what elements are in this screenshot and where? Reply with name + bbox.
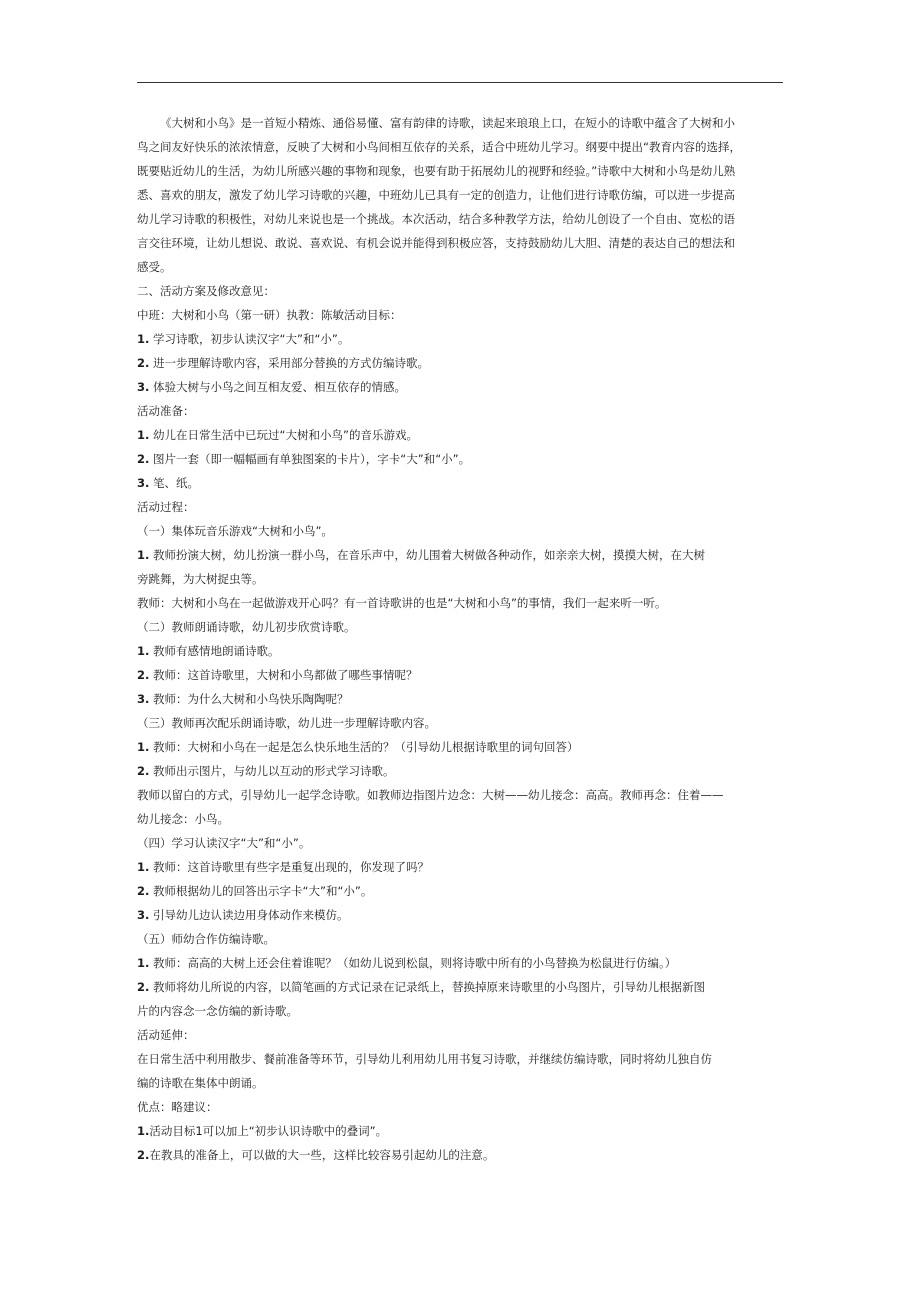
step-text: 教师将幼儿所说的内容，以简笔画的方式记录在记录纸上，替换掉原来诗歌里的小鸟图片，引导幼儿根据新图 [153, 980, 706, 994]
suggestion-item [137, 1143, 792, 1167]
prep-text: 图片一套（即一幅幅画有单独图案的卡片），字卡“大”和“小”。 [153, 452, 471, 466]
step-item [137, 543, 792, 567]
suggestion-text: 活动目标1可以加上“初步认识诗歌中的叠词”。 [149, 1124, 388, 1138]
step-text: 教师：大树和小鸟在一起是怎么快乐地生活的？（引导幼儿根据诗歌里的词句回答） [153, 740, 579, 754]
step-number: 1. [137, 740, 150, 754]
prep-number: 2. [137, 452, 150, 466]
extension-text: 在日常生活中利用散步、餐前准备等环节，引导幼儿利用幼儿用书复习诗歌，并继续仿编诗歌，同时将幼儿独自仿 [137, 1052, 712, 1066]
step-item [137, 903, 792, 927]
prep-item [137, 447, 792, 471]
intro-line: 幼儿学习诗歌的积极性，对幼儿来说也是一个挑战。本次活动，结合多种教学方法，给幼儿创设了一个自由、宽松的语 [137, 212, 735, 226]
step-item [137, 735, 792, 759]
extension-text-continued: 编的诗歌在集体中朗诵。 [137, 1076, 264, 1090]
step-text: 教师：为什么大树和小鸟快乐陶陶呢？ [153, 692, 349, 706]
step-text: 教师出示图片，与幼儿以互动的形式学习诗歌。 [153, 764, 395, 778]
goal-number: 1. [137, 332, 150, 346]
step-heading: （五）师幼合作仿编诗歌。 [137, 932, 275, 946]
step-item [137, 975, 792, 999]
header-rule [137, 82, 783, 83]
step-number: 2. [137, 668, 150, 682]
step-number: 1. [137, 860, 150, 874]
step-number: 3. [137, 692, 150, 706]
goal-item [137, 327, 792, 351]
step-text: 教师：这首诗歌里，大树和小鸟都做了哪些事情呢？ [153, 668, 418, 682]
step-heading: （二）教师朗诵诗歌，幼儿初步欣赏诗歌。 [137, 620, 356, 634]
prep-number: 1. [137, 428, 150, 442]
class-info: 中班：大树和小鸟（第一研）执教：陈敏活动目标： [137, 308, 402, 322]
step-heading: （一）集体玩音乐游戏“大树和小鸟”。 [137, 524, 333, 538]
prep-number: 3. [137, 476, 150, 490]
step-item [137, 639, 792, 663]
prep-item [137, 423, 792, 447]
goal-text: 学习诗歌，初步认读汉字“大”和“小”。 [153, 332, 350, 346]
prep-title: 活动准备： [137, 404, 195, 418]
step-heading: （三）教师再次配乐朗诵诗歌，幼儿进一步理解诗歌内容。 [137, 716, 436, 730]
step-text: 教师有感情地朗诵诗歌。 [153, 644, 280, 658]
extension-title: 活动延伸： [137, 1028, 195, 1042]
step-number: 1. [137, 956, 150, 970]
step-text: 教师：这首诗歌里有些字是重复出现的，你发现了吗？ [153, 860, 430, 874]
intro-line: 《大树和小鸟》是一首短小精炼、通俗易懂、富有韵律的诗歌，读起来琅琅上口，在短小的诗歌中蕴含了大树和小 [160, 116, 735, 130]
prep-text: 笔、纸。 [153, 476, 200, 490]
step-item [137, 759, 792, 783]
intro-line: 悉、喜欢的朋友，激发了幼儿学习诗歌的兴趣，中班幼儿已具有一定的创造力，让他们进行诗歌仿编，可以进一步提高 [137, 188, 735, 202]
step-number: 2. [137, 980, 150, 994]
step-text: 教师扮演大树，幼儿扮演一群小鸟，在音乐声中，幼儿围着大树做各种动作，如亲亲大树，摸摸大树，在大树 [153, 548, 706, 562]
step-heading: （四）学习认读汉字“大”和“小”。 [137, 836, 311, 850]
step-note-continued: 幼儿接念：小鸟。 [137, 812, 229, 826]
document-body [137, 111, 792, 1167]
review-title: 优点：略建议： [137, 1100, 218, 1114]
intro-line: 鸟之间友好快乐的浓浓情意，反映了大树和小鸟间相互依存的关系，适合中班幼儿学习。纲要中提出“教育内容的选择， [137, 140, 741, 154]
section-heading: 二、活动方案及修改意见： [137, 284, 275, 298]
goal-text: 进一步理解诗歌内容，采用部分替换的方式仿编诗歌。 [153, 356, 430, 370]
step-item [137, 687, 792, 711]
goal-number: 3. [137, 380, 150, 394]
goal-text: 体验大树与小鸟之间互相友爱、相互依存的情感。 [153, 380, 407, 394]
step-number: 2. [137, 884, 150, 898]
prep-text: 幼儿在日常生活中已玩过“大树和小鸟”的音乐游戏。 [153, 428, 418, 442]
suggestion-number: 1. [137, 1124, 150, 1138]
step-item-continued: 旁跳舞，为大树捉虫等。 [137, 572, 264, 586]
step-text: 引导幼儿边认读边用身体动作来模仿。 [153, 908, 349, 922]
step-item [137, 951, 792, 975]
step-item [137, 855, 792, 879]
suggestion-number: 2. [137, 1148, 150, 1162]
step-number: 1. [137, 644, 150, 658]
intro-line: 既要贴近幼儿的生活，为幼儿所感兴趣的事物和现象，也要有助于拓展幼儿的视野和经验。”诗歌中大树和小鸟是幼儿熟 [137, 164, 736, 178]
step-number: 3. [137, 908, 150, 922]
intro-line: 感受。 [137, 260, 172, 274]
process-title: 活动过程： [137, 500, 195, 514]
suggestion-item [137, 1119, 792, 1143]
step-number: 1. [137, 548, 150, 562]
step-item [137, 663, 792, 687]
step-number: 2. [137, 764, 150, 778]
step-text: 教师：高高的大树上还会住着谁呢？（如幼儿说到松鼠，则将诗歌中所有的小鸟替换为松鼠进行仿编。） [153, 956, 677, 970]
suggestion-text: 在教具的准备上，可以做的大一些，这样比较容易引起幼儿的注意。 [149, 1148, 495, 1162]
goal-number: 2. [137, 356, 150, 370]
step-note: 教师以留白的方式，引导幼儿一起学念诗歌。如教师边指图片边念：大树——幼儿接念：高高。教师再念：住着—— [137, 788, 724, 802]
intro-paragraph [137, 111, 792, 279]
goal-item [137, 351, 792, 375]
goal-item [137, 375, 792, 399]
intro-line: 言交往环境，让幼儿想说、敢说、喜欢说、有机会说并能得到积极应答，支持鼓励幼儿大胆、清楚的表达自己的想法和 [137, 236, 735, 250]
teacher-line: 教师：大树和小鸟在一起做游戏开心吗？有一首诗歌讲的也是“大树和小鸟”的事情，我们一起来听一听。 [137, 596, 667, 610]
step-item-continued: 片的内容念一念仿编的新诗歌。 [137, 1004, 298, 1018]
prep-item [137, 471, 792, 495]
step-text: 教师根据幼儿的回答出示字卡“大”和“小”。 [153, 884, 373, 898]
step-item [137, 879, 792, 903]
